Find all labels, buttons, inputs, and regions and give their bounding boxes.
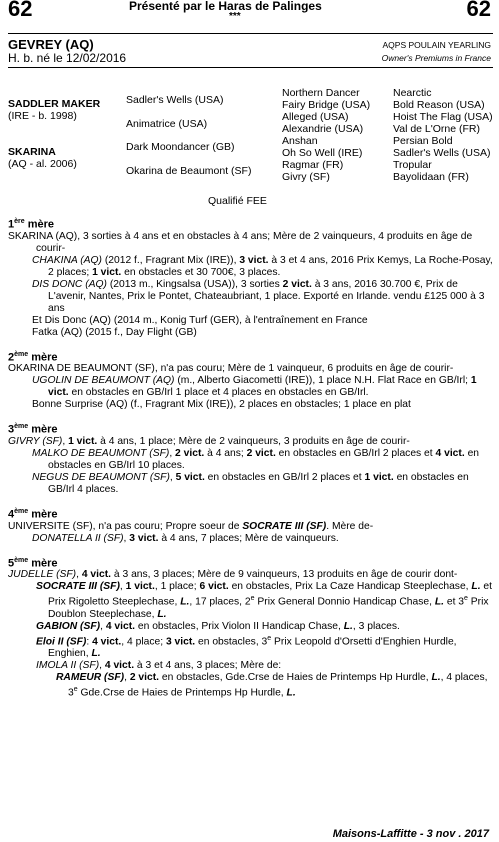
dam-name: SKARINA [8, 146, 56, 158]
gen4-item: Val de L'Orne (FR) [393, 123, 481, 135]
family-paragraph: NEGUS DE BEAUMONT (SF), 5 vict. en obstacles en GB/Irl 2 places et 1 vict. en obstacles en GB/Irl 4 places. [32, 471, 469, 495]
sale-location-date: Maisons-Laffitte - 3 nov . 2017 [332, 828, 489, 840]
family-paragraph: DONATELLA II (SF), 3 vict. à 4 ans, 7 places; Mère de vainqueurs. [32, 532, 339, 544]
generation-heading: 2ème mère [8, 350, 58, 364]
gen3-item: Oh So Well (IRE) [282, 147, 363, 159]
family-paragraph: UNIVERSITE (SF), n'a pas couru; Propre soeur de SOCRATE III (SF). Mère de- [8, 520, 374, 532]
gen2-item: Dark Moondancer (GB) [126, 141, 235, 153]
family-paragraph: Et Dis Donc (AQ) (2014 m., Konig Turf (GER), à l'entraînement en France [32, 314, 368, 326]
gen4-item: Nearctic [393, 87, 432, 99]
family-paragraph: SKARINA (AQ), 3 sorties à 4 ans et en obstacles à 4 ans; Mère de 2 vainqueurs, 4 produits en âge de courir- [8, 230, 473, 254]
family-paragraph: UGOLIN DE BEAUMONT (AQ) (m., Alberto Giacometti (IRE)), 1 place N.H. Flat Race en GB/Irl; 1 vict. en obstacles en GB/Irl 1 place et 4 places en obstacles en GB/Irl. [32, 375, 477, 399]
family-paragraph: CHAKINA (AQ) (2012 f., Fragrant Mix (IRE)), 3 vict. à 3 et 4 ans, 2016 Prix Kemys, La Roche-Posay, 2 places; 1 vict. en obstacles et 30 700€, 3 places. [32, 254, 493, 278]
horse-birth: H. b. né le 12/02/2016 [8, 51, 127, 65]
family-paragraph: OKARINA DE BEAUMONT (SF), n'a pas couru; Mère de 1 vainqueur, 6 produits en âge de courir- [8, 363, 454, 375]
gen3-item: Northern Dancer [282, 87, 360, 99]
family-paragraph: Fatka (AQ) (2015 f., Day Flight (GB) [32, 326, 197, 338]
gen4-item: Sadler's Wells (USA) [393, 147, 491, 159]
family-paragraph: SOCRATE III (SF), 1 vict., 1 place; 6 vict. en obstacles, Prix La Caze Handicap Steeplechase, L. et Prix Rigoletto Steeplechase, L., 17 places, 2e Prix General Donnio Handicap Chase, L. et 3e Prix Doublon Steeplechase, L. [36, 581, 493, 620]
gen3-item: Fairy Bridge (USA) [282, 99, 371, 111]
gen2-item: Sadler's Wells (USA) [126, 94, 224, 106]
family-paragraph: Eloi II (SF): 4 vict., 4 place; 3 vict. en obstacles, 3e Prix Leopold d'Orsetti d'Enghien Hurdle, Enghien, L. [36, 634, 457, 660]
gen3-item: Ragmar (FR) [282, 159, 344, 171]
family-paragraph: Bonne Surprise (AQ) (f., Fragrant Mix (IRE)), 2 places en obstacles; 1 place en plat [32, 399, 411, 411]
family-paragraph: DIS DONC (AQ) (2013 m., Kingsalsa (USA)), 3 sorties 2 vict. à 3 ans, 2016 30.700 €, Prix de L'avenir, Nantes, Prix le Pontet, Chateaubriant, 1 place. Exporté en Irlande. vendu £125 000 à 3 ans [32, 278, 485, 314]
gen3-item: Alexandrie (USA) [282, 123, 364, 135]
dam-info: (AQ - al. 2006) [8, 158, 77, 170]
header-rule-bottom [8, 67, 493, 68]
family-paragraph: RAMEUR (SF), 2 vict. en obstacles, Gde.Crse de Haies de Printemps Hp Hurdle, L., 4 places, 3e Gde.Crse de Haies de Printemps Hp Hurdle, L. [56, 672, 488, 699]
scheme-label: AQPS POULAIN YEARLING [382, 40, 491, 50]
lot-number-left: 62 [8, 0, 33, 21]
generation-heading: 1ère mère [8, 218, 54, 231]
family-paragraph: JUDELLE (SF), 4 vict. à 3 ans, 3 places; Mère de 9 vainqueurs, 13 produits en âge de courir dont- [8, 569, 458, 581]
gen3-item: Anshan [282, 135, 318, 147]
gen2-item: Animatrice (USA) [126, 118, 208, 130]
generation-heading: 4ème mère [8, 507, 58, 521]
header-rule-top [8, 33, 493, 34]
presenter-title: Présenté par le Haras de Palinges [129, 0, 322, 13]
family-paragraph: MALKO DE BEAUMONT (SF), 2 vict. à 4 ans; 2 vict. en obstacles en GB/Irl 2 places et 4 vict. en obstacles en GB/Irl 10 places. [32, 447, 480, 471]
lot-number-right: 62 [466, 0, 491, 21]
gen4-item: Hoist The Flag (USA) [393, 111, 493, 123]
premium-label: Owner's Premiums in France [381, 53, 491, 63]
gen3-item: Givry (SF) [282, 171, 330, 183]
gen4-item: Bayolidaan (FR) [393, 171, 469, 183]
family-paragraph: GABION (SF), 4 vict. en obstacles, Prix Violon II Handicap Chase, L., 3 places. [36, 620, 400, 632]
gen4-item: Bold Reason (USA) [393, 99, 485, 111]
gen4-item: Tropular [393, 159, 432, 171]
header-stars: *** [229, 11, 241, 22]
gen4-item: Persian Bold [393, 135, 453, 147]
horse-name: GEVREY (AQ) [8, 37, 94, 52]
family-paragraph: IMOLA II (SF), 4 vict. à 3 et 4 ans, 3 places; Mère de: [36, 660, 282, 672]
sire-info: (IRE - b. 1998) [8, 110, 77, 122]
sire-name: SADDLER MAKER [8, 98, 101, 110]
family-paragraph: GIVRY (SF), 1 vict. à 4 ans, 1 place; Mère de 2 vainqueurs, 3 produits en âge de courir- [8, 435, 410, 447]
generation-heading: 5ème mère [8, 556, 58, 570]
qualified-label: Qualifié FEE [208, 195, 267, 207]
family-notes [8, 206, 493, 700]
gen3-item: Alleged (USA) [282, 111, 349, 123]
generation-heading: 3ème mère [8, 423, 58, 436]
gen2-item: Okarina de Beaumont (SF) [126, 165, 252, 177]
